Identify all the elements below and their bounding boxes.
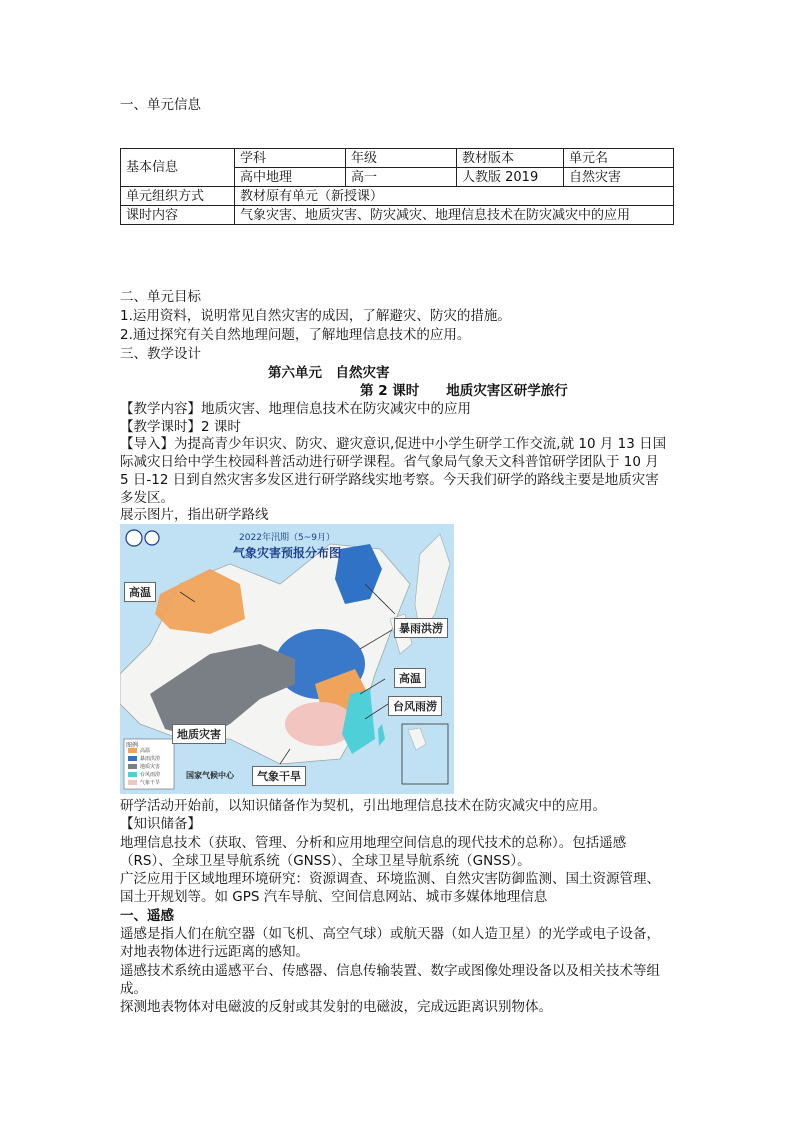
- legend-item: 台风雨涝: [140, 772, 161, 778]
- apply-line: 广泛应用于区域地理环境研究：资源调查、环境监测、自然灾害防御监测、国土资源管理、: [120, 871, 660, 887]
- map-graphic: [120, 524, 454, 794]
- rs-line: 成。: [120, 981, 147, 997]
- map-title: 气象灾害预报分布图: [232, 546, 341, 560]
- table-row: [121, 149, 674, 168]
- inset-map: [402, 724, 448, 784]
- table-cell: 单元组织方式: [121, 187, 235, 206]
- intro-line: 际减灾日给中学生校园科普活动进行研学课程。省气象局气象天文科普馆研学团队于 10 月: [120, 454, 659, 470]
- table-cell: 自然灾害: [564, 168, 674, 187]
- unit-info-table: [120, 148, 674, 225]
- map-subtitle: 2022年汛期（5~9月）: [239, 533, 335, 543]
- map-label-high-temp-west: 高温: [124, 582, 156, 602]
- table-cell: 课时内容: [121, 206, 235, 225]
- legend-item: 地质灾害: [140, 764, 161, 770]
- map-label-geo-disaster: 地质灾害: [172, 724, 226, 744]
- unit-title: 第六单元 自然灾害: [268, 365, 390, 381]
- rs-line: 遥感技术系统由遥感平台、传感器、信息传输装置、数字或图像处理设备以及相关技术等组: [120, 963, 660, 979]
- section-title-unit-info: 一、单元信息: [120, 97, 201, 113]
- section-title-design: 三、教学设计: [120, 346, 201, 362]
- table-row: [121, 206, 674, 225]
- rs-title: 一、遥感: [120, 908, 174, 924]
- teaching-content: 【教学内容】地质灾害、地理信息技术在防灾减灾中的应用: [120, 401, 471, 417]
- section-title-goals: 二、单元目标: [120, 289, 201, 305]
- lesson-title: 第 2 课时 地质灾害区研学旅行: [360, 383, 568, 399]
- legend-item: 高温: [140, 748, 151, 754]
- goal-item: 1.运用资料，说明常见自然灾害的成因，了解避灾、防灾的措施。: [120, 308, 511, 324]
- table-cell: 年级: [346, 149, 457, 168]
- table-cell: 人教版 2019: [457, 168, 564, 187]
- knowledge-title: 【知识储备】: [120, 816, 201, 832]
- after-map-line: 研学活动开始前，以知识储备作为契机，引出地理信息技术在防灾减灾中的应用。: [120, 798, 606, 814]
- apply-line: 国土开规划等。如 GPS 汽车导航、空间信息网站、城市多媒体地理信息: [120, 889, 548, 905]
- intro-line: 【导入】为提高青少年识灾、防灾、避灾意识,促进中小学生研学工作交流,就 10 月 13 日国: [120, 436, 667, 452]
- table-cell: 学科: [235, 149, 346, 168]
- goal-item: 2.通过探究有关自然地理问题，了解地理信息技术的应用。: [120, 327, 471, 343]
- legend-item: 暴雨洪涝: [140, 756, 161, 762]
- map-label-drought: 气象干旱: [252, 766, 306, 786]
- table-cell: 教材原有单元（新授课）: [235, 187, 674, 206]
- intro-line: 5 日-12 日到自然灾害多发区进行研学路线实地考察。今天我们研学的路线主要是地质灾害: [120, 472, 659, 488]
- rs-line: 对地表物体进行远距离的感知。: [120, 944, 309, 960]
- map-agency: 国家气候中心: [186, 771, 234, 780]
- gis-line: （RS）、全球卫星导航系统（GNSS）、全球卫星导航系统（GNSS）。: [120, 853, 531, 869]
- table-cell: 气象灾害、地质灾害、防灾减灾、地理信息技术在防灾减灾中的应用: [235, 206, 674, 225]
- map-label-high-temp-east: 高温: [394, 668, 426, 688]
- table-cell: 教材版本: [457, 149, 564, 168]
- map-label-rainstorm: 暴雨洪涝: [394, 618, 448, 638]
- table-cell: 高一: [346, 168, 457, 187]
- table-cell: 高中地理: [235, 168, 346, 187]
- table-row: [121, 187, 674, 206]
- gis-line: 地理信息技术（获取、管理、分析和应用地理空间信息的现代技术的总称）。包括遥感: [120, 835, 627, 851]
- disaster-forecast-map: [120, 524, 454, 794]
- rs-line: 探测地表物体对电磁波的反射或其发射的电磁波，完成远距离识别物体。: [120, 999, 552, 1015]
- intro-line: 多发区。: [120, 490, 174, 506]
- teaching-hours: 【教学课时】2 课时: [120, 419, 241, 435]
- legend-item: 气象干旱: [140, 780, 161, 786]
- table-cell: 基本信息: [121, 149, 235, 187]
- legend-title: 图例: [126, 742, 139, 749]
- map-label-typhoon: 台风雨涝: [388, 696, 442, 716]
- show-image-line: 展示图片，指出研学路线: [120, 507, 269, 523]
- rs-line: 遥感是指人们在航空器（如飞机、高空气球）或航天器（如人造卫星）的光学或电子设备，: [120, 926, 660, 942]
- table-cell: 单元名: [564, 149, 674, 168]
